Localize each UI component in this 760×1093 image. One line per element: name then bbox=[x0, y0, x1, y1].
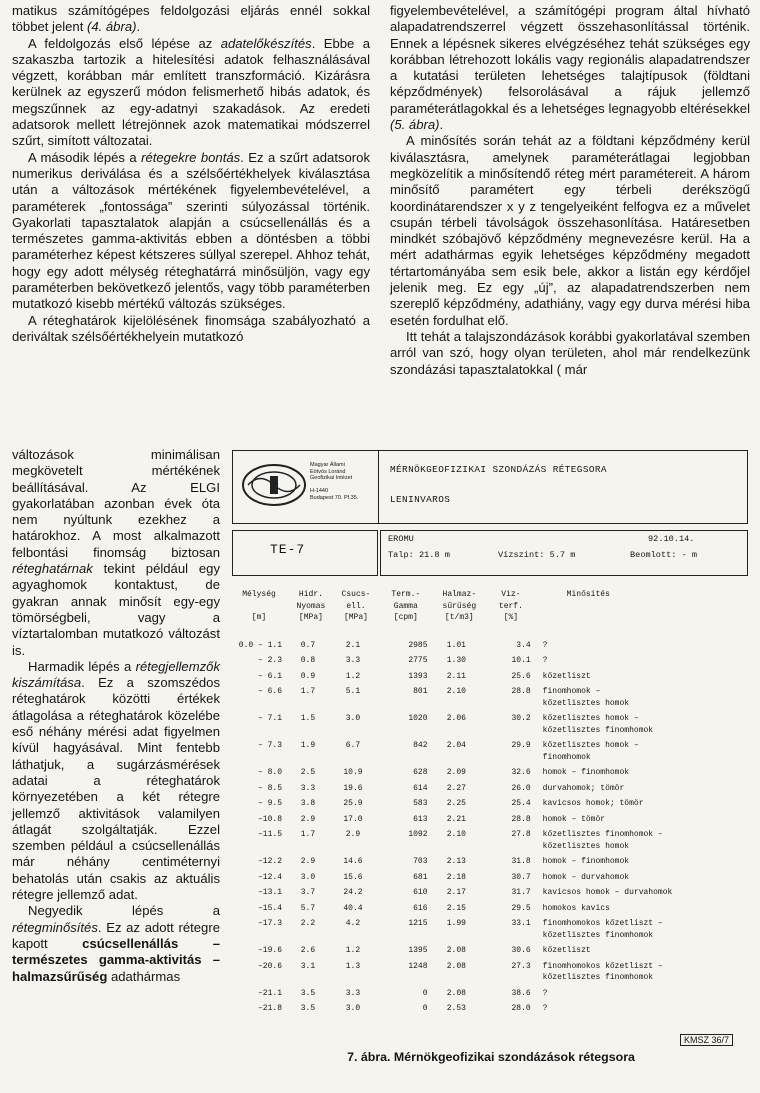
table-cell: 1395 bbox=[408, 946, 428, 955]
table-cell: kavicsos homok; tömör bbox=[542, 799, 644, 808]
table-cell bbox=[230, 699, 288, 711]
table-cell: 703 bbox=[413, 857, 428, 866]
table-cell: 26.0 bbox=[511, 783, 531, 793]
table-cell: 2.9 bbox=[300, 814, 316, 824]
table-cell: 1.3 bbox=[345, 961, 361, 971]
table-cell bbox=[378, 699, 433, 711]
table-cell: 3.0 bbox=[345, 714, 361, 723]
table-row bbox=[230, 942, 752, 958]
table-cell: durvahomok; tömör bbox=[542, 783, 625, 793]
table-cell bbox=[434, 726, 486, 738]
table-cell: 1.5 bbox=[300, 714, 316, 723]
table-cell: 1393 bbox=[408, 671, 428, 681]
figure-7 bbox=[230, 450, 752, 1050]
table-cell: 40.4 bbox=[343, 903, 363, 913]
table-cell: 2.9 bbox=[300, 857, 316, 866]
table-cell: 616 bbox=[413, 903, 428, 913]
table-cell: 1215 bbox=[408, 919, 428, 928]
table-cell: kőzetliszt bbox=[542, 946, 591, 955]
table-cell: 2.08 bbox=[446, 988, 466, 998]
table-cell: 2.27 bbox=[446, 783, 466, 793]
table-cell bbox=[288, 699, 334, 711]
column-header bbox=[230, 602, 288, 614]
table-cell bbox=[230, 753, 288, 765]
table-cell: 2.10 bbox=[446, 687, 466, 696]
table-cell: –20.6 bbox=[258, 961, 283, 971]
table-row bbox=[230, 753, 752, 765]
table-cell: 3.0 bbox=[300, 872, 316, 882]
site-id: TE-7 bbox=[270, 542, 306, 557]
table-cell: finomhomok bbox=[542, 752, 591, 762]
table-cell: 1.2 bbox=[345, 946, 361, 955]
table-cell: kőzetlisztes homok – bbox=[542, 714, 639, 723]
table-cell: 28.8 bbox=[511, 687, 531, 696]
table-cell: finomhomokos kőzetliszt – bbox=[542, 961, 663, 971]
table-cell: 3.1 bbox=[300, 961, 316, 971]
table-cell: 2.17 bbox=[446, 888, 466, 897]
header-row bbox=[230, 602, 752, 614]
table-cell: ? bbox=[542, 1004, 548, 1013]
table-cell: kőzetlisztes finomhomok bbox=[542, 930, 654, 940]
table-cell: – 8.0 bbox=[258, 768, 283, 777]
table-cell bbox=[288, 726, 334, 738]
table-row bbox=[230, 737, 752, 753]
table-cell: 2.18 bbox=[446, 872, 466, 882]
table-row bbox=[230, 683, 752, 699]
table-cell: 2.10 bbox=[446, 830, 466, 839]
paragraph-p5: Harmadik lépés a rétegjellemzők kiszámítása. Ez a szomszédos réteghatárok közötti értékek átlagolása a réteghatárok közelébe eső néhány mérési adat figyelmen kívül hagyásával. Mint fentebb láthatjuk, a sugárzásmérések adatai a réteghatárok környezetében a két rétegre jellemző aktivitások valamilyen átlagát szolgáltatják. Ezzel szemben például a csúcsellenállás már néhány centiméternyi behatolás után csakis az aktuális rétegre jellemző adat. bbox=[12, 658, 220, 903]
table-cell: 2.13 bbox=[446, 857, 466, 866]
column-header: [%] bbox=[503, 613, 519, 622]
table-cell: 28.0 bbox=[511, 1004, 531, 1013]
institute-line: Geofizikai Intézet bbox=[310, 475, 353, 482]
table-cell: 25.9 bbox=[343, 799, 363, 808]
table-row bbox=[230, 900, 752, 916]
table-row bbox=[230, 884, 752, 900]
paragraph-p4b: változások minimálisan megkövetelt mértékének beállításával. Az ELGI gyakorlatában azonban évek óta nem nyúltunk ezekhez a határokhoz. A most alkalmazott felbontási finomság biztosan réteghatárnak tekint például egy agyaghomok kontaktust, de gyakran annak minősít egy-egy tömörségbeli, vagy a víztartalomban mutatkozó változást is. bbox=[12, 447, 220, 658]
table-cell: – 2.3 bbox=[258, 656, 283, 665]
table-cell bbox=[378, 842, 433, 854]
table-cell: 2.6 bbox=[300, 946, 316, 955]
table-cell: 3.3 bbox=[345, 988, 361, 998]
table-cell: 29.9 bbox=[511, 741, 531, 750]
table-cell: 5.1 bbox=[345, 687, 361, 696]
table-cell: 3.5 bbox=[300, 1004, 316, 1013]
table-cell: 842 bbox=[413, 741, 428, 750]
table-cell: 610 bbox=[413, 888, 428, 897]
table-cell bbox=[334, 842, 378, 854]
paragraph-p6: Negyedik lépés a rétegminősítés. Ez az adott rétegre kapott csúcsellenállás – természetes gamma-aktivitás – halmazsűrűség adathármas bbox=[12, 903, 220, 984]
column-header bbox=[537, 602, 752, 614]
table-cell bbox=[334, 753, 378, 765]
table-cell: 15.6 bbox=[343, 872, 363, 882]
table-row bbox=[230, 915, 752, 931]
column-header: Minősítés bbox=[566, 590, 610, 599]
institute-line bbox=[310, 482, 358, 489]
table-cell bbox=[230, 842, 288, 854]
table-cell: 3.3 bbox=[300, 783, 316, 793]
paragraph-r3: Itt tehát a talajszondázások korábbi gyakorlatával szemben arról van szó, hogy olyan területen, ahol már rendelkezünk szondázási tapasztalatokkal ( már bbox=[390, 328, 750, 377]
table-cell: 1.30 bbox=[446, 656, 466, 665]
table-cell: –17.3 bbox=[258, 919, 283, 928]
table-cell: 2.21 bbox=[446, 814, 466, 824]
table-cell: 0 bbox=[422, 988, 428, 998]
table-cell: 27.3 bbox=[511, 961, 531, 971]
institute-block bbox=[310, 462, 358, 502]
table-cell bbox=[378, 931, 433, 943]
table-cell bbox=[485, 973, 537, 985]
table-cell: 30.6 bbox=[511, 946, 531, 955]
table-row bbox=[230, 958, 752, 974]
table-cell: –12.2 bbox=[258, 857, 283, 866]
table-cell: homok – tömör bbox=[542, 814, 606, 824]
table-cell: 10.9 bbox=[343, 768, 363, 777]
table-cell: 1092 bbox=[408, 830, 428, 839]
paragraph-p4a: A réteghatárok kijelölésének finomsága szabályozható a deriváltak szélsőértékhelyein mutatkozó bbox=[12, 312, 370, 344]
table-cell bbox=[288, 842, 334, 854]
table-cell: 1.99 bbox=[446, 919, 466, 928]
table-cell: 30.2 bbox=[511, 714, 531, 723]
table-cell bbox=[334, 699, 378, 711]
table-cell: 17.0 bbox=[343, 814, 363, 824]
table-cell: finomhomok – bbox=[542, 687, 601, 696]
table-cell bbox=[230, 931, 288, 943]
survey-date: 92.10.14. bbox=[648, 534, 695, 544]
table-row bbox=[230, 973, 752, 985]
elgi-logo bbox=[240, 462, 308, 508]
table-cell: 2.11 bbox=[446, 671, 466, 681]
table-cell: 33.1 bbox=[511, 919, 531, 928]
title-box bbox=[378, 450, 748, 524]
table-cell: 614 bbox=[413, 783, 428, 793]
site-name: EROMU bbox=[388, 534, 414, 544]
table-cell bbox=[434, 931, 486, 943]
log-sheet-header bbox=[230, 450, 748, 578]
column-header: Nyomas bbox=[296, 601, 326, 611]
table-row bbox=[230, 853, 752, 869]
table-row bbox=[230, 869, 752, 885]
table-cell: 28.8 bbox=[511, 814, 531, 824]
table-cell: –21.1 bbox=[258, 988, 283, 998]
table-cell: 19.6 bbox=[343, 783, 363, 793]
table-cell: 31.7 bbox=[511, 888, 531, 897]
column-header: Hidr. bbox=[298, 590, 323, 599]
table-cell: 1248 bbox=[408, 961, 428, 971]
table-cell: 3.3 bbox=[345, 656, 361, 665]
table-row bbox=[230, 1000, 752, 1016]
table-cell: kőzetlisztes homok bbox=[542, 841, 630, 851]
table-cell: homok – finomhomok bbox=[542, 768, 630, 777]
table-cell: 2.1 bbox=[345, 640, 361, 650]
column-header: [t/m3] bbox=[444, 613, 474, 622]
table-cell bbox=[485, 726, 537, 738]
table-cell bbox=[230, 726, 288, 738]
beomlott: Beomlott: - m bbox=[630, 550, 698, 560]
table-cell bbox=[434, 753, 486, 765]
table-row bbox=[230, 764, 752, 780]
column-header: [MPa] bbox=[298, 613, 323, 622]
table-row bbox=[230, 726, 752, 738]
table-cell: – 6.6 bbox=[258, 687, 283, 696]
table-row bbox=[230, 842, 752, 854]
table-cell: –12.4 bbox=[258, 872, 283, 882]
table-cell bbox=[434, 699, 486, 711]
table-cell: homok – durvahomok bbox=[542, 872, 630, 882]
paragraph-r1: figyelembevételével, a számítógépi program által hívható alapadatrendszerrel végzett összehasonlítással történik. Ennek a lépésnek sikeres elvégzéséhez tehát szükséges egy korábban létrehozott lokális vagy regionális alapadatrendszer a kutatási területen lehetséges talajtípusok (földtani képződmények) felsorolásával a rájuk jellemző paraméterátlagokkal és a lehetséges legnagyobb eltérésekkel (5. ábra). bbox=[390, 3, 750, 133]
table-cell bbox=[288, 753, 334, 765]
layer-sequence-table bbox=[230, 590, 752, 1016]
stamp: KMSZ 36/7 bbox=[680, 1034, 733, 1046]
left-column-top bbox=[12, 3, 370, 345]
table-cell: –19.6 bbox=[258, 946, 283, 955]
table-cell bbox=[288, 973, 334, 985]
table-cell: 1.9 bbox=[300, 741, 316, 750]
table-cell: 2.08 bbox=[446, 961, 466, 971]
table-cell: kőzetlisztes finomhomok – bbox=[542, 830, 663, 839]
table-cell: 32.6 bbox=[511, 768, 531, 777]
table-cell: 2.04 bbox=[446, 741, 466, 750]
table-cell: –13.1 bbox=[258, 888, 283, 897]
column-header bbox=[537, 613, 752, 625]
table-cell bbox=[378, 753, 433, 765]
column-header: Csucs- bbox=[341, 590, 371, 599]
table-cell: – 8.5 bbox=[258, 783, 283, 793]
table-cell: 29.5 bbox=[511, 903, 531, 913]
institute-line: H-1440 bbox=[310, 488, 329, 495]
table-cell: 681 bbox=[413, 872, 428, 882]
table-cell: 25.4 bbox=[511, 799, 531, 808]
table-cell: – 7.3 bbox=[258, 741, 283, 750]
table-cell: 2.08 bbox=[446, 946, 466, 955]
table-cell: 583 bbox=[413, 799, 428, 808]
column-header: ell. bbox=[346, 601, 366, 611]
paragraph-r2: A minősítés során tehát az a földtani képződmény kerül kiválasztásra, amelynek paraméterátlagai legjobban megközelítik a minősítendő réteg mért paramétereit. A három minősítő paramétert egy térbeli derékszögű koordinátarendszer x y z tengelyeiként felfogva ez a művelet csupán térbeli távolságok összehasonlítása. Határesetben mindkét szóbajövő képződmény megnevezésre kerül. Ha a mért adathármas egyik lehetséges képződmény megadott tértartományába sem esik bele, akkor a listán egy kérdőjel jelenik meg. Ez egy „új”, az alapadatrendszerben nem szereplő képződmény, adathiány, vagy egy durva mérési hiba esetén fordulhat elő. bbox=[390, 133, 750, 328]
table-cell: – 7.1 bbox=[258, 714, 283, 723]
vizszint: Vízszint: 5.7 m bbox=[498, 550, 576, 560]
table-cell: 2.53 bbox=[446, 1004, 466, 1013]
figure-caption: 7. ábra. Mérnökgeofizikai szondázások rétegsora bbox=[347, 1050, 635, 1064]
table-cell: –10.8 bbox=[258, 814, 283, 824]
table-cell: 1.2 bbox=[345, 671, 361, 681]
table-cell bbox=[288, 931, 334, 943]
paragraph-p3: A második lépés a rétegekre bontás. Ez a szűrt adatsorok numerikus deriválása és a szélsőértékhelyek kiválasztása után a változások mértékének figyelembevételével, a paraméterek „fontossága” szerinti súlyozással történik. Gyakorlati tapasztalatok alapján a csúcsellenállás és a természetes gamma-aktivitás ebben a döntésben a többi paraméterhez képest kétszeres súllyal szerepel. Ahhoz tehát, hogy egy adott mélység réteghatárrá minősüljön, vagy egy paraméterben bekövetkező jelentős, vagy több paraméterben mutatkozó kisebb mértékű változás szükséges. bbox=[12, 149, 370, 312]
table-cell bbox=[485, 842, 537, 854]
institute-line: Magyar Állami bbox=[310, 462, 345, 468]
column-header: Halmaz- bbox=[442, 590, 477, 599]
column-header: [cpm] bbox=[393, 613, 418, 622]
table-cell: 30.7 bbox=[511, 872, 531, 882]
table-cell: 2.5 bbox=[300, 768, 316, 777]
table-cell: 31.8 bbox=[511, 857, 531, 866]
table-cell: ? bbox=[542, 640, 548, 650]
table-row bbox=[230, 652, 752, 668]
table-cell: kőzetlisztes finomhomok bbox=[542, 973, 654, 982]
table-cell: 613 bbox=[413, 814, 428, 824]
header-row bbox=[230, 590, 752, 602]
header-row bbox=[230, 613, 752, 625]
table-cell: 0.8 bbox=[300, 656, 316, 665]
table-cell: –15.4 bbox=[258, 903, 283, 913]
table-cell: kőzetlisztes finomhomok bbox=[542, 725, 654, 735]
table-cell: –11.5 bbox=[258, 830, 283, 839]
table-cell: 4.2 bbox=[345, 919, 361, 928]
table-cell: kőzetlisztes homok – bbox=[542, 741, 639, 750]
table-cell: 1.7 bbox=[300, 687, 316, 696]
table-cell: ? bbox=[542, 988, 548, 998]
table-cell: kőzetlisztes homok bbox=[542, 698, 630, 708]
table-cell bbox=[334, 973, 378, 985]
table-row bbox=[230, 985, 752, 1001]
table-cell: 1020 bbox=[408, 714, 428, 723]
table-cell: 2.15 bbox=[446, 903, 466, 913]
table-cell: 38.6 bbox=[511, 988, 531, 998]
table-cell: 2.9 bbox=[345, 830, 361, 839]
table-cell: homokos kavics bbox=[542, 903, 610, 913]
table-cell: 14.6 bbox=[343, 857, 363, 866]
table-cell: 6.7 bbox=[345, 741, 361, 750]
institute-line: Eötvös Loránd bbox=[310, 468, 346, 475]
table-cell bbox=[334, 931, 378, 943]
paragraph-p2: A feldolgozás első lépése az adatelőkészítés. Ebbe a szakaszba tartozik a hitelesítési adatok felhasználásával végzett, korábban már említett transzformáció. Kizárásra kerülnek az egyszerű módon felismerhető hibás adatok, és megszűnnek az egy-adatnyi szakadások. Az eredeti adatsorok mellett létrejönnek azok matematikai módszerrel szűrt, simított változatai. bbox=[12, 35, 370, 149]
table-cell bbox=[485, 931, 537, 943]
table-cell: 2775 bbox=[408, 656, 428, 665]
talp: Talp: 21.8 m bbox=[388, 550, 450, 560]
table-cell: 0.7 bbox=[300, 640, 316, 650]
table-cell bbox=[485, 699, 537, 711]
table-cell: –21.8 bbox=[258, 1004, 283, 1013]
paragraph-p1: matikus számítógépes feldolgozási eljárás ennél sokkal többet jelent (4. ábra). bbox=[12, 3, 370, 35]
table-cell: 2.25 bbox=[446, 799, 466, 808]
table-cell: 2.2 bbox=[300, 919, 316, 928]
table-cell: 0 bbox=[422, 1004, 428, 1013]
table-cell: kavicsos homok – durvahomok bbox=[542, 888, 673, 897]
table-cell: 628 bbox=[413, 768, 428, 777]
table-cell: 2.09 bbox=[446, 768, 466, 777]
right-column bbox=[390, 3, 750, 378]
table-cell: 1.7 bbox=[300, 830, 316, 839]
table-row bbox=[230, 931, 752, 943]
sheet-title: MÉRNÖKGEOFIZIKAI SZONDÁZÁS RÉTEGSORA bbox=[390, 464, 607, 475]
table-cell: 1.01 bbox=[446, 640, 466, 650]
table-row bbox=[230, 826, 752, 842]
table-cell: 5.7 bbox=[300, 903, 316, 913]
table-cell: homok – finomhomok bbox=[542, 857, 630, 866]
column-header: terf. bbox=[498, 601, 523, 611]
table-cell: 801 bbox=[413, 687, 428, 696]
column-header: sűrűség bbox=[442, 601, 477, 611]
table-cell: 3.7 bbox=[300, 888, 316, 897]
table-cell: finomhomokos kőzetliszt – bbox=[542, 919, 663, 928]
table-cell: 2985 bbox=[408, 640, 428, 650]
table-cell: 3.4 bbox=[516, 640, 531, 650]
table-cell: 10.1 bbox=[511, 656, 531, 665]
table-row bbox=[230, 668, 752, 684]
table-cell: 3.8 bbox=[300, 799, 316, 808]
table-cell bbox=[378, 726, 433, 738]
table-cell: kőzetliszt bbox=[542, 671, 591, 681]
table-cell bbox=[434, 973, 486, 985]
column-header: [MPa] bbox=[343, 613, 368, 622]
left-column-lower bbox=[12, 447, 220, 985]
table-row bbox=[230, 811, 752, 827]
table-row bbox=[230, 795, 752, 811]
column-header: [m] bbox=[251, 613, 267, 622]
table-cell bbox=[485, 753, 537, 765]
column-header: Term.- bbox=[391, 590, 421, 599]
table-cell: – 6.1 bbox=[258, 671, 283, 681]
table-cell: 0.9 bbox=[300, 671, 316, 681]
table-cell bbox=[230, 973, 288, 985]
table-cell: 25.6 bbox=[511, 671, 531, 681]
table-cell: ? bbox=[542, 656, 548, 665]
table-cell: – 9.5 bbox=[258, 799, 283, 808]
table-row bbox=[230, 625, 752, 653]
column-header: Gamma bbox=[393, 601, 418, 611]
table-row bbox=[230, 710, 752, 726]
table-row bbox=[230, 699, 752, 711]
table-cell: 3.5 bbox=[300, 988, 316, 998]
table-cell: 2.06 bbox=[446, 714, 466, 723]
table-cell: 0.0 – 1.1 bbox=[238, 640, 283, 650]
column-header: Viz- bbox=[501, 590, 521, 599]
table-cell: 3.0 bbox=[345, 1004, 361, 1013]
table-cell bbox=[334, 726, 378, 738]
institute-line: Budapest 70. Pf.35. bbox=[310, 494, 359, 501]
column-header: Mélység bbox=[242, 590, 276, 599]
sheet-location: LENINVAROS bbox=[390, 494, 451, 505]
table-cell bbox=[378, 973, 433, 985]
table-cell: 27.8 bbox=[511, 830, 531, 839]
table-cell bbox=[434, 842, 486, 854]
table-cell: 24.2 bbox=[343, 888, 363, 897]
table-row bbox=[230, 780, 752, 796]
